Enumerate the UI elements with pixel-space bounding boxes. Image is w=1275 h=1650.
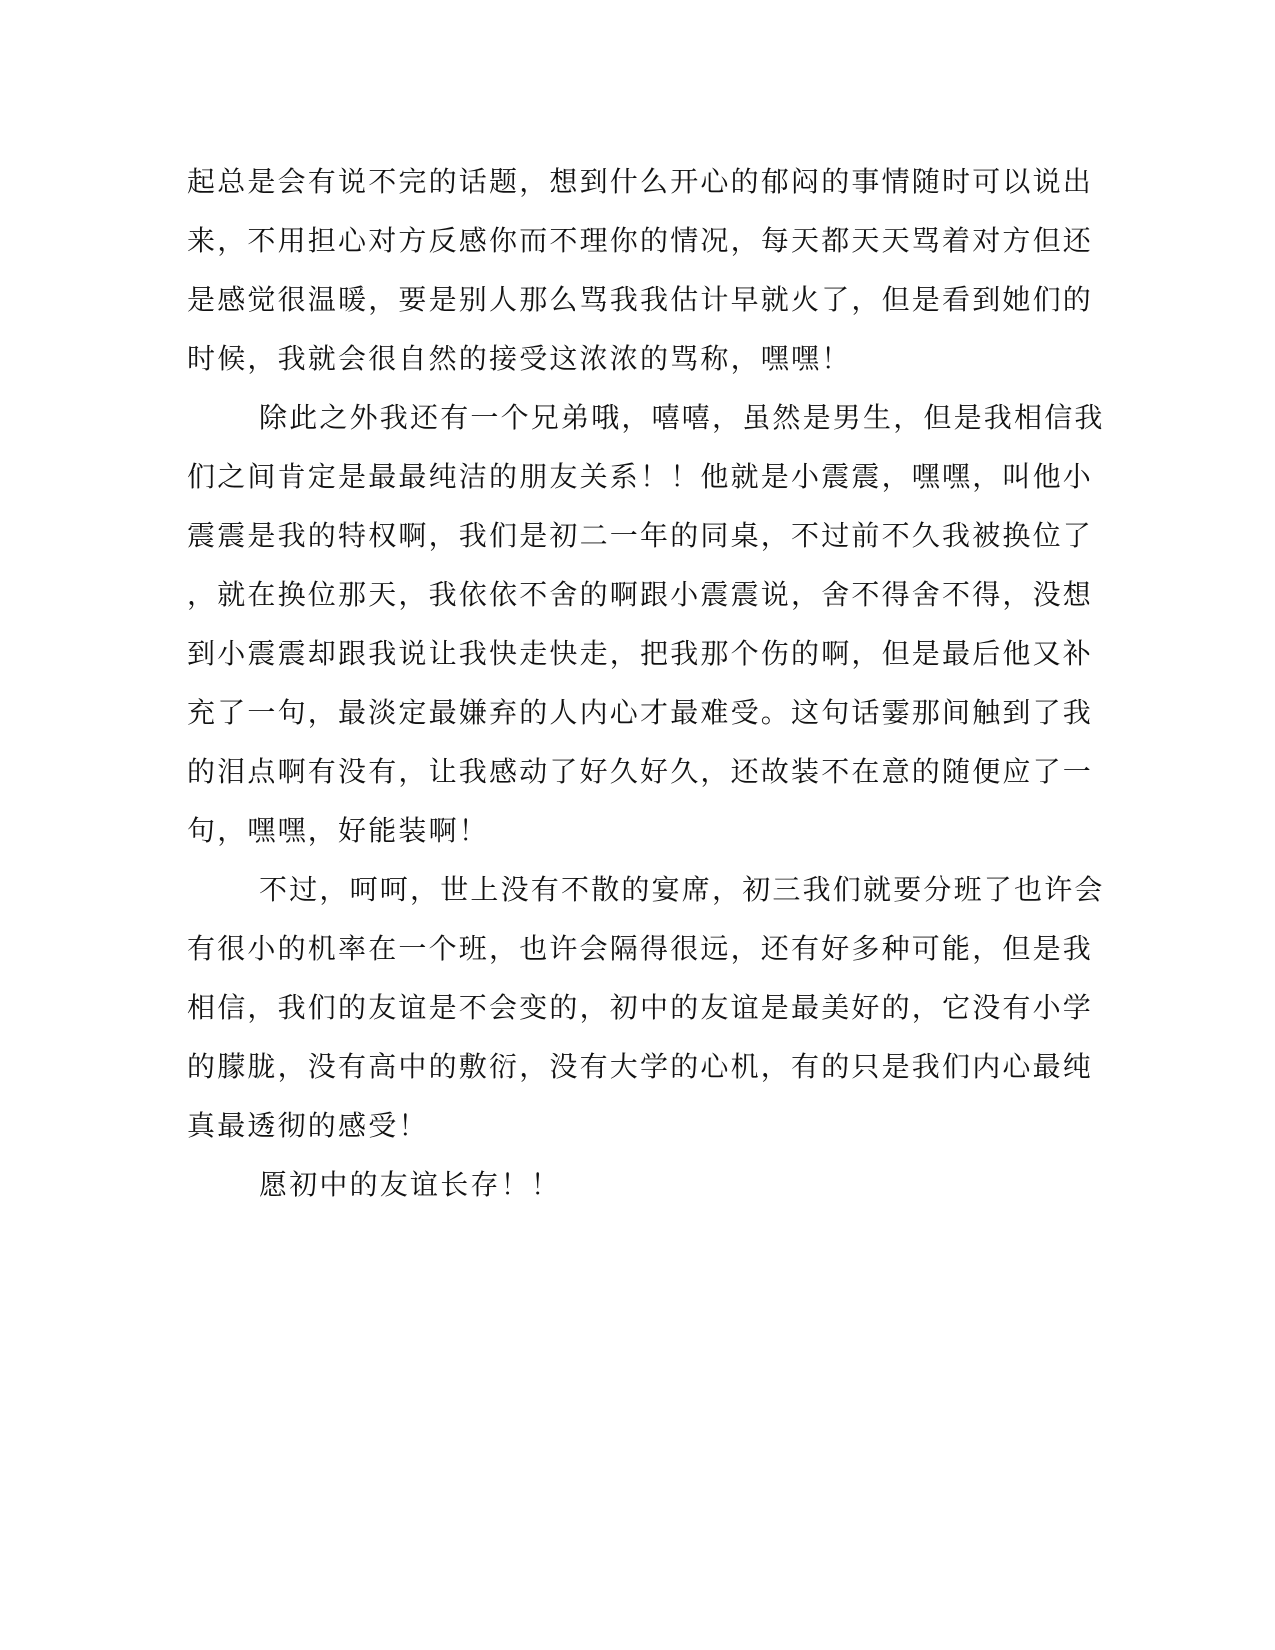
text-line: 来，不用担心对方反感你而不理你的情况，每天都天天骂着对方但还 xyxy=(187,224,1094,257)
document-body xyxy=(187,152,1105,1214)
text-line: 们之间肯定是最最纯洁的朋友关系！！他就是小震震，嘿嘿，叫他小 xyxy=(187,460,1094,493)
paragraph-start-line: 不过，呵呵，世上没有不散的宴席，初三我们就要分班了也许会 xyxy=(259,873,1105,906)
text-line: 真最透彻的感受！ xyxy=(187,1109,429,1142)
text-line: 有很小的机率在一个班，也许会隔得很远，还有好多种可能，但是我 xyxy=(187,932,1094,965)
text-line: 相信，我们的友谊是不会变的，初中的友谊是最美好的，它没有小学 xyxy=(187,991,1094,1024)
text-line: 时候，我就会很自然的接受这浓浓的骂称，嘿嘿！ xyxy=(187,342,852,375)
text-line: 句，嘿嘿，好能装啊！ xyxy=(187,814,490,847)
text-line: 是感觉很温暖，要是别人那么骂我我估计早就火了，但是看到她们的 xyxy=(187,283,1094,316)
text-line: 震震是我的特权啊，我们是初二一年的同桌，不过前不久我被换位了 xyxy=(187,519,1094,552)
paragraph-start-line: 除此之外我还有一个兄弟哦，嘻嘻，虽然是男生，但是我相信我 xyxy=(259,401,1105,434)
text-line: 的朦胧，没有高中的敷衍，没有大学的心机，有的只是我们内心最纯 xyxy=(187,1050,1094,1083)
text-line: 起总是会有说不完的话题，想到什么开心的郁闷的事情随时可以说出 xyxy=(187,165,1094,198)
text-line: ，就在换位那天，我依依不舍的啊跟小震震说，舍不得舍不得，没想 xyxy=(187,578,1094,611)
text-line: 的泪点啊有没有，让我感动了好久好久，还故装不在意的随便应了一 xyxy=(187,755,1094,788)
text-line: 充了一句，最淡定最嫌弃的人内心才最难受。这句话霎那间触到了我 xyxy=(187,696,1094,729)
paragraph-start-line: 愿初中的友谊长存！！ xyxy=(259,1168,562,1201)
text-line: 到小震震却跟我说让我快走快走，把我那个伤的啊，但是最后他又补 xyxy=(187,637,1094,670)
